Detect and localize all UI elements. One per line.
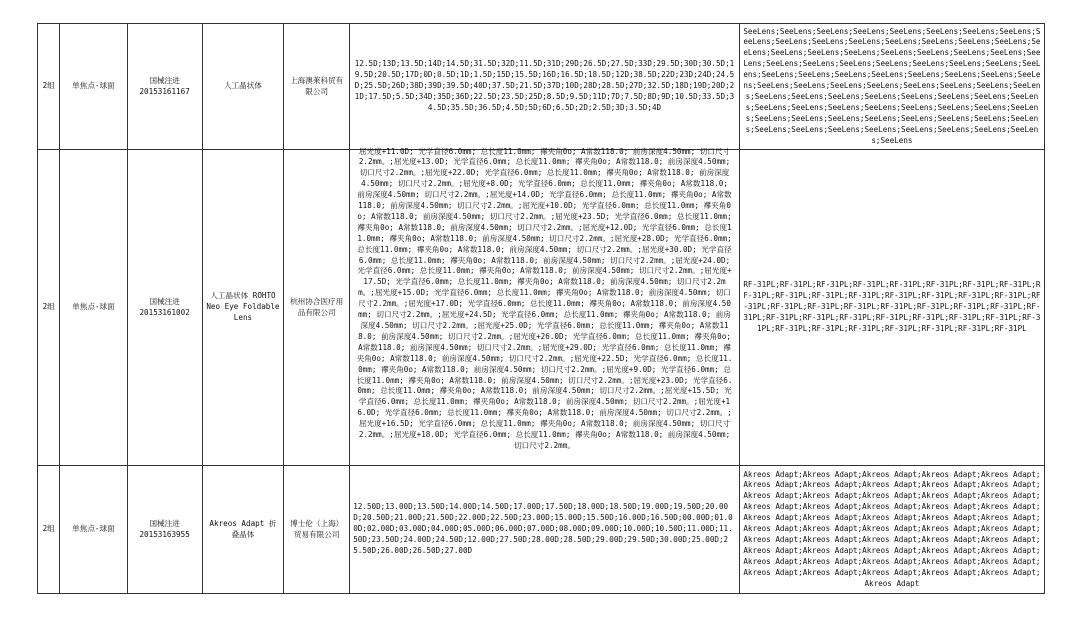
spec-text: 屈光度+11.0D; 光学直径6.0mm; 总长度11.0mm; 襻夹角0o; A常数118.0; 前房深度4.50mm; 切口尺寸2.2mm。;屈光度+13.0D; 光学直径6.0mm; 总长度11.0mm; 襻夹角0o; A常数118.0; 前房深度4.50mm; 切口尺寸2.2mm。;屈光度+22.0D; 光学直径6.0mm; 总长度11.0mm; 襻夹角0o; A常数118.0; 前房深度4.50mm; 切口尺寸2.2mm。;屈光度+8.0D; 光学直径6.0mm; 总长度11.0mm; 襻夹角0o; A常数118.0; 前房深度4.50mm; 切口尺寸2.2mm。;屈光度+14.0D; 光学直径6.0mm; 总长度11.0mm; 襻夹角0o; A常数118.0; 前房深度4.50mm; 切口尺寸2.2mm。;屈光度+10.0D; 光学直径6.0mm; 总长度11.0mm; 襻夹角0o; A常数118.0; 前房深度4.50mm; 切口尺寸2.2mm。;屈光度+23.5D; 光学直径6.0mm; 总长度11.0mm; 襻夹角0o; A常数118.0; 前房深度4.50mm; 切口尺寸2.2mm。;屈光度+12.0D; 光学直径6.0mm; 总长度11.0mm; 襻夹角0o; A常数118.0; 前房深度4.50mm; 切口尺寸2.2mm。;屈光度+28.0D; 光学直径6.0mm; 总长度11.0mm; 襻夹角0o; A常数118.0; 前房深度4.50mm; 切口尺寸2.2mm。;屈光度+30.0D; 光学直径6.0mm; 总长度11.0mm; 襻夹角0o; A常数118.0; 前房深度4.50mm; 切口尺寸2.2mm。;屈光度+24.0D; 光学直径6.0mm; 总长度11.0mm; 襻夹角0o; A常数118.0; 前房深度4.50mm; 切口尺寸2.2mm。;屈光度+17.5D; 光学直径6.0mm; 总长度11.0mm; 襻夹角0o; A常数118.0; 前房深度4.50mm; 切口尺寸2.2mm。;屈光度+15.0D; 光学直径6.0mm; 总长度11.0mm; 襻夹角0o; A常数118.0; 前房深度4.50mm; 切口尺寸2.2mm。;屈光度+17.0D; 光学直径6.0mm; 总长度11.0mm; 襻夹角0o; A常数118.0; 前房深度4.50mm; 切口尺寸2.2mm。;屈光度+24.5D; 光学直径6.0mm; 总长度11.0mm; 襻夹角0o; A常数118.0; 前房深度4.50mm; 切口尺寸2.2mm。;屈光度+25.0D; 光学直径6.0mm; 总长度11.0mm; 襻夹角0o; A常数118.0; 前房深度4.50mm; 切口尺寸2.2mm。;屈光度+26.0D; 光学直径6.0mm; 总长度11.0mm; 襻夹角0o; A常数118.0; 前房深度4.50mm; 切口尺寸2.2mm。;屈光度+29.0D; 光学直径6.0mm; 总长度11.0mm; 襻夹角0o; A常数118.0; 前房深度4.50mm; 切口尺寸2.2mm。;屈光度+22.5D; 光学直径6.0mm; 总长度11.0mm; 襻夹角0o; A常数118.0; 前房深度4.50mm; 切口尺寸2.2mm。;屈光度+9.0D; 光学直径6.0mm; 总长度11.0mm; 襻夹角0o; A常数118.0; 前房深度4.50mm; 切口尺寸2.2mm。;屈光度+23.0D; 光学直径6.0mm; 总长度11.0mm; 襻夹角0o; A常数118.0; 前房深度4.50mm; 切口尺寸2.2mm。;屈光度+15.5D; 光学直径6.0mm; 总长度11.0mm; 襻夹角0o; A常数118.0; 前房深度4.50mm; 切口尺寸2.2mm。;屈光度+16.0D; 光学直径6.0mm; 总长度11.0mm; 襻夹角0o; A常数118.0; 前房深度4.50mm; 切口尺寸2.2mm。;屈光度+16.5D; 光学直径6.0mm; 总长度11.0mm; 襻夹角0o; A常数118.0; 前房深度4.50mm; 切口尺寸2.2mm。;屈光度+18.0D; 光学直径6.0mm; 总长度11.0mm; 襻夹角0o; A常数118.0; 前房深度4.50mm; 切口尺寸2.2mm。 [356,146,733,450]
lens-type-cell: 单焦点-球面 [60,466,127,594]
group-cell: 2组 [38,24,60,150]
spec-cell: 12.50D;13.00D;13.50D;14.00D;14.50D;17.00D;17.50D;18.00D;18.50D;19.00D;19.50D;20.00D;20.50D;21.00D;21.50D;22.00D;22.50D;23.00D;15.00D;15.50D;16.00D;16.50D;00.00D;01.00D;02.00D;03.00D;04.00D;05.00D;06.00D;07.00D;08.00D;09.00D;10.00D;10.50D;11.00D;11.50D;23.50D;24.00D;24.50D;12.00D;27.50D;28.00D;28.50D;29.00D;29.50D;30.00D;25.00D;25.50D;26.00D;26.50D;27.00D [350,466,740,594]
registration-cell [127,24,202,150]
lens-type-cell: 单焦点-球面 [60,24,127,150]
spec-clip [353,146,736,463]
registration-label: 国械注进 [149,518,180,528]
company-cell: 上海澳莱科贸有限公司 [284,24,350,150]
registration-cell [127,466,202,594]
lens-type-cell: 单焦点-球面 [60,150,127,466]
table-row [38,24,1045,150]
table-row [38,150,1045,466]
lens-registry-table [37,23,1045,594]
registration-number: 20153161167 [139,86,190,96]
product-name-cell: 人工晶状体 ROHTO Neo Eye Foldable Lens [202,150,283,466]
table-row [38,466,1045,594]
company-cell: 杭州协合医疗用品有限公司 [284,150,350,466]
group-cell: 2组 [38,150,60,466]
registration-label: 国械注进 [149,75,180,85]
spec-cell: 12.5D;13D;13.5D;14D;14.5D;31.5D;32D;11.5D;31D;29D;26.5D;27.5D;33D;29.5D;30D;30.5D;19.5D;20.5D;17D;0D;0.5D;1D;1.5D;15D;15.5D;16D;16.5D;18.5D;12D;38.5D;22D;23D;24D;24.5D;25.5D;26D;38D;39D;39.5D;40D;37.5D;21.5D;37D;10D;28D;28.5D;27D;32.5D;18D;19D;20D;21D;17.5D;5.5D;34D;35D;36D;22.5D;23.5D;25D;8.5D;9.5D;11D;7D;7.5D;8D;9D;10.5D;33.5D;34.5D;35.5D;36.5D;4.5D;5D;6D;6.5D;2D;2.5D;3D;3.5D;4D [350,24,740,150]
group-cell: 2组 [38,466,60,594]
registration-number: 20153161002 [139,307,190,317]
registration-number: 20153163955 [139,529,190,539]
model-cell: SeeLens;SeeLens;SeeLens;SeeLens;SeeLens;SeeLens;SeeLens;SeeLens;SeeLens;SeeLens;SeeLens;SeeLens;SeeLens;SeeLens;SeeLens;SeeLens;SeeLens;SeeLens;SeeLens;SeeLens;SeeLens;SeeLens;SeeLens;SeeLens;SeeLens;SeeLens;SeeLens;SeeLens;SeeLens;SeeLens;SeeLens;SeeLens;SeeLens;SeeLens;SeeLens;SeeLens;SeeLens;SeeLens;SeeLens;SeeLens;SeeLens;SeeLens;SeeLens;SeeLens;SeeLens;SeeLens;SeeLens;SeeLens;SeeLens;SeeLens;SeeLens;SeeLens;SeeLens;SeeLens;SeeLens;SeeLens;SeeLens;SeeLens;SeeLens;SeeLens;SeeLens;SeeLens;SeeLens;SeeLens;SeeLens;SeeLens;SeeLens;SeeLens;SeeLens;SeeLens;SeeLens;SeeLens;SeeLens;SeeLens;SeeLens;SeeLens;SeeLens;SeeLens;SeeLens;SeeLens;SeeLens;SeeLens [739,24,1044,150]
registration-cell [127,150,202,466]
model-cell: Akreos Adapt;Akreos Adapt;Akreos Adapt;Akreos Adapt;Akreos Adapt;Akreos Adapt;Akreos Adapt;Akreos Adapt;Akreos Adapt;Akreos Adapt;Akreos Adapt;Akreos Adapt;Akreos Adapt;Akreos Adapt;Akreos Adapt;Akreos Adapt;Akreos Adapt;Akreos Adapt;Akreos Adapt;Akreos Adapt;Akreos Adapt;Akreos Adapt;Akreos Adapt;Akreos Adapt;Akreos Adapt;Akreos Adapt;Akreos Adapt;Akreos Adapt;Akreos Adapt;Akreos Adapt;Akreos Adapt;Akreos Adapt;Akreos Adapt;Akreos Adapt;Akreos Adapt;Akreos Adapt;Akreos Adapt;Akreos Adapt;Akreos Adapt;Akreos Adapt;Akreos Adapt;Akreos Adapt;Akreos Adapt;Akreos Adapt;Akreos Adapt;Akreos Adapt;Akreos Adapt;Akreos Adapt;Akreos Adapt;Akreos Adapt;Akreos Adapt [739,466,1044,594]
product-name-cell: 人工晶状体 [202,24,283,150]
product-name-cell: Akreos Adapt 折叠晶体 [202,466,283,594]
registration-label: 国械注进 [149,296,180,306]
company-cell: 博士伦（上海）贸易有限公司 [284,466,350,594]
model-cell: RF-31PL;RF-31PL;RF-31PL;RF-31PL;RF-31PL;RF-31PL;RF-31PL;RF-31PL;RF-31PL;RF-31PL;RF-31PL;RF-31PL;RF-31PL;RF-31PL;RF-31PL;RF-31PL;RF-31PL;RF-31PL;RF-31PL;RF-31PL;RF-31PL;RF-31PL;RF-31PL;RF-31PL;RF-31PL;RF-31PL;RF-31PL;RF-31PL;RF-31PL;RF-31PL;RF-31PL;RF-31PL;RF-31PL;RF-31PL;RF-31PL;RF-31PL;RF-31PL;RF-31PL;RF-31PL;RF-31PL [739,150,1044,466]
spec-cell [350,146,740,466]
